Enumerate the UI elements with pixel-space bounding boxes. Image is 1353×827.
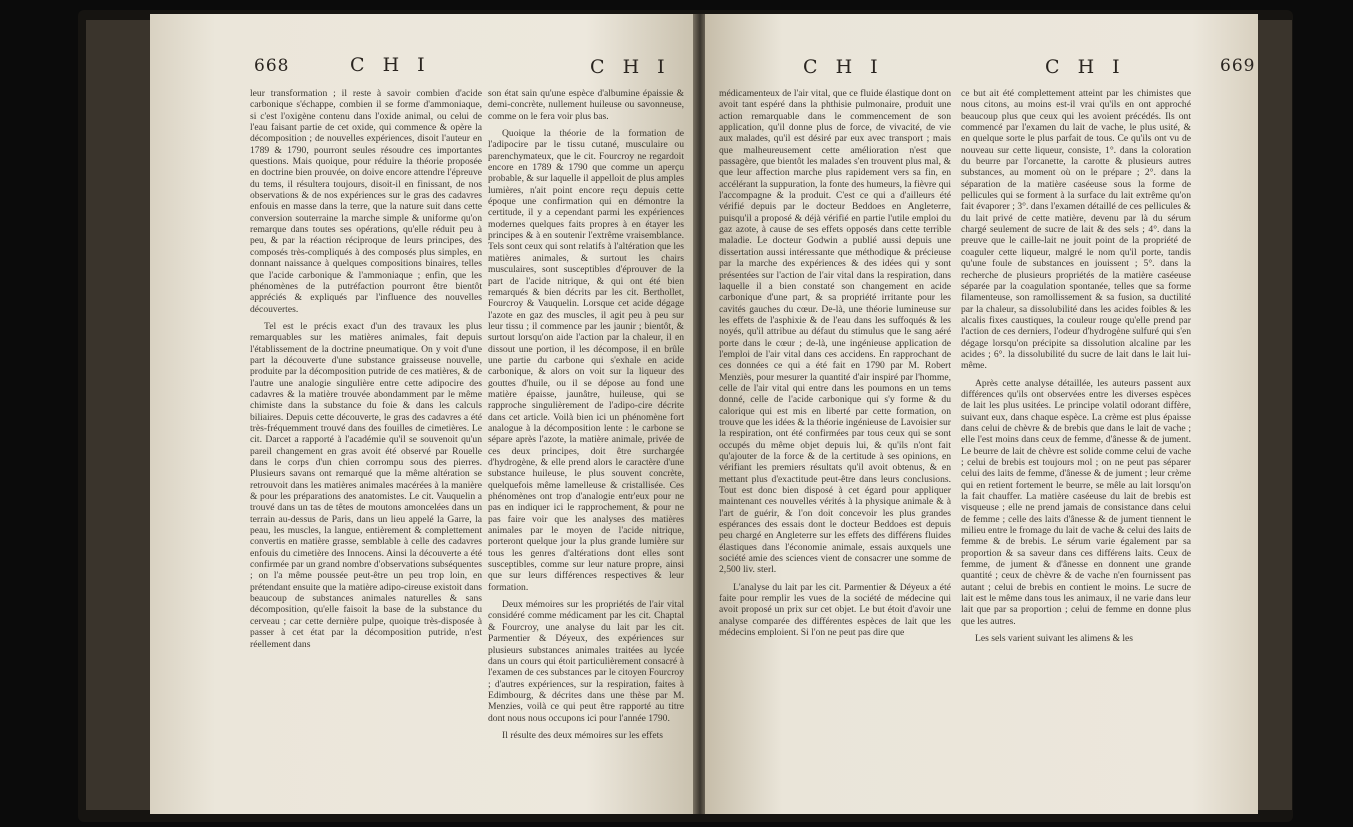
running-head: C H I bbox=[350, 54, 431, 76]
paragraph: Quoique la théorie de la formation de l'adipocire par le tissu cutané, musculaire ou parenchymateux, que le cit. Fourcroy ne regardoit encore en 1789 & 1790 que comme un aperçu probable, & sur laquelle il appelloit de plus amples lumières, n'ait point encore reçu depuis cette époque une confirmation qui en démontre la certitude, il y a cependant parmi les expériences modernes quelques faits propres à en étayer les principes & à en soutenir l'extrême vraisemblance. Tels sont ceux qui sont relatifs à l'altération que les matières animales, & surtout les chairs musculaires, sont susceptibles d'éprouver de la part de l'acide nitrique, & qui ont été bien remarqués & bien décrits par les cit. Berthollet, Fourcroy & Vauquelin. Lorsque cet acide dégage l'azote en gaz des muscles, il agit peu à peu sur leur tissu ; il commence par les jaunir ; bientôt, & surtout lorsqu'on aide l'action par la chaleur, il en dissout une portion, il les décompose, il en brûle une partie du carbone qui s'exhale en acide carbonique, & alors on voit sur la liqueur des gouttes d'huile, ou il se dépose au fond une matière épaisse, jaunâtre, huileuse, qui se rapproche singulièrement de l'adipo-cire décrite dans cet article. Voilà bien ici un phénomène fort analogue à la décomposition lente : le carbone se sépare après l'azote, la matière animale, privée de ces deux principes, doit être surchargée d'hydrogène, & elle prend alors le caractère d'une substance huileuse, le plus souvent concrète, quelquefois même lamelleuse & cristallisée. Ces phénomènes ont trop d'analogie entr'eux pour ne pas en indiquer ici le rapprochement, & pour ne pas faire voir que les analyses des matières animales par le moyen de l'acide nitrique, porteront quelque jour la plus grande lumière sur tous les genres d'altérations dont elles sont susceptibles, comme sur leur nature propre, ainsi que sur leurs différences respectives & leur formation. bbox=[488, 128, 684, 593]
paragraph: Les sels varient suivant les alimens & les bbox=[975, 633, 1133, 645]
left-page-header bbox=[150, 54, 695, 80]
right-page bbox=[705, 14, 1258, 814]
text-column-1 bbox=[250, 88, 482, 803]
page-number: 669 bbox=[1220, 56, 1256, 76]
paragraph: Après cette analyse détaillée, les auteurs passent aux différences qu'ils ont observées entre les diverses espèces de lait les plus usitées. Le principe volatil odorant diffère, suivant eux, dans chaque espèce. La crème est plus épaisse dans celui de chèvre & de brebis que dans le lait de vache ; elle l'est moins dans ceux de femme, d'ânesse & de jument. Le beurre de lait de chèvre est solide comme celui de vache ; celui de brebis est toujours mol ; on ne peut pas séparer celui des laits de femme, d'ânesse & de jument ; leur crème qui en retient fortement le beurre, se mêle au lait lorsqu'on la fait chauffer. La matière caséeuse du lait de brebis est visqueuse ; elle ne prend jamais de consistance dans celui de femme ; celle des laits d'ânesse & de jument tiennent le milieu entre le fromage du lait de vache & celui des laits de femme & de brebis. Le sérum varie également par sa proportion & sa saveur dans ces différens laits. Ceux de femme, de jument & d'ânesse en donnent une grande quantité ; ceux de chèvre & de vache n'en fournissent pas autant ; celui de brebis en contient le moins. Le sucre de lait est le même dans tous les animaux, il ne varie dans leur lait que par sa proportion ; celui de femme en donne plus que les autres. bbox=[961, 377, 1191, 627]
right-page-header bbox=[705, 54, 1258, 80]
running-head: C H I bbox=[1045, 56, 1126, 78]
running-head: C H I bbox=[590, 56, 671, 78]
paragraph: son état sain qu'une espèce d'albumine épaissie & demi-concrète, nullement huileuse ou savonneuse, comme on le fera voir plus bas. bbox=[488, 88, 684, 122]
text-column-2 bbox=[488, 88, 684, 803]
text-column-2 bbox=[961, 88, 1191, 803]
page-number: 668 bbox=[254, 56, 290, 76]
paragraph: leur transformation ; il reste à savoir combien d'acide carbonique s'échappe, combien il se forme d'ammoniaque, si c'est l'oxigène contenu dans l'oxide animal, ou celui de l'eau faisant partie de cet oxide, qui commence & opère la décomposition ; de nouvelles expériences, disoit l'auteur en 1789 & 1790, pourront seules résoudre ces importantes questions. Mais quoique, pour réduire la théorie proposée en doctrine bien prouvée, on doive encore attendre l'épreuve du tems, il résultera toujours, disoit-il en finissant, de nos observations & de nos expériences sur le gras des cadavres enfouis en masse dans la terre, que la nature suit dans cette conversion souterraine la marche simple & uniforme qu'on remarque dans toutes ses opérations, qu'elle réduit peu à peu, & par la réaction réciproque de leurs principes, des composés très-compliqués à des composés plus simples, en donnant naissance à quelques compositions binaires, telles que l'acide carbonique & l'ammoniaque ; enfin, que les phénomènes de la putréfaction pourront être bientôt appréciés & expliqués par l'influence des nouvelles découvertes. bbox=[250, 88, 482, 315]
page-edges-left bbox=[86, 20, 150, 810]
paragraph: médicamenteux de l'air vital, que ce fluide élastique dont on avoit tant espéré dans la phthisie pulmonaire, produit une action remarquable dans le commencement de son application, qu'il donne plus de force, de vivacité, de vie aux malades, qu'il est désiré par eux avec transport ; mais que malheureusement cette amélioration n'est que passagère, que bientôt les malades s'en trouvent plus mal, & que leur affection marche plus rapidement vers sa fin, en accélérant la suppuration, la fonte des humeurs, la fièvre qui l'accompagne & la produit. C'est ce qui a d'ailleurs été vérifié depuis par le docteur Beddoes en Angleterre, puisqu'il a proposé & déjà vérifié en partie l'utile emploi du gaz azote, à cause de ses effets opposés dans cette terrible maladie. Le docteur Godwin a publié aussi depuis une dissertation aussi intéressante que méthodique & précieuse par la marche des expériences & des idées qui y sont présentées sur l'action de l'air vital dans la respiration, dans laquelle il a bien constaté son changement en acide carbonique d'une part, & sa propriété irritante pour les cavités gauches du cœur. De-là, une théorie lumineuse sur les effets de l'asphixie & de l'eau dans les suffoqués & les noyés, qu'il attribue au défaut du stimulus que le sang aéré porte dans le cœur ; de-là, une ingénieuse application de l'emploi de l'air vital dans ces accidens. En rapprochant de ces données ce qui a été fait en 1790 par M. Robert Menziès, pour mesurer la quantité d'air inspiré par l'homme, celle de l'air vital qui entre dans les poumons en un tems donné, celle de l'acide carbonique qui s'y forme & du calorique qui est mis en liberté par cette formation, on trouve que les idées & la théorie ingénieuse de Lavoisier sur la respiration, ont été confirmées par tous ceux qui se sont occupés du même objet depuis lui, & qu'ils n'ont fait qu'ajouter de la force & de la certitude à ses opinions, en vérifiant les premiers résultats qu'il avoit obtenus, & en mettant plus d'exactitude peut-être dans leurs conclusions. Tout est donc bien disposé à cet égard pour appliquer maintenant ces nouvelles vérités à la physique animale & à l'art de guérir, & l'on doit concevoir les plus grandes espérances des essais dont le docteur Beddoes est depuis peu chargé en Angleterre sur les effets des différens fluides élastiques dans l'économie animale, essais auxquels une société amie des sciences vient de consacrer une somme de 2,500 liv. sterl. bbox=[719, 88, 951, 576]
page-edges-right bbox=[1258, 20, 1292, 810]
paragraph: ce but ait été complettement atteint par les chimistes que nous citons, au moins est-il vrai qu'ils en ont approché beaucoup plus que ceux qui les avoient précédés. Ils ont commencé par l'examen du lait de vache, le plus usité, & en quelque sorte le plus parfait de tous. Ce qu'ils ont vu de nouveau sur cette liqueur, consiste, 1°. dans la coloration du beurre par l'orcanette, la carotte & plusieurs autres substances, au moment où on le prépare ; 2°. dans la séparation de la matière caséeuse sous la forme de pellicules qui se forment à la surface du lait extrême qu'on fait évaporer ; 3°. dans l'examen détaillé de ces pellicules & du lait privé de cette matière, devenu par là du sérum chargé seulement de sucre de lait & des sels ; 4°. dans la preuve que le caille-lait ne jouit point de la propriété de coaguler cette liqueur, malgré le nom qu'il porte, tandis qu'une foule de substances en jouissent ; 5°. dans la recherche de plusieurs propriétés de la matière caséeuse séparée par la coagulation spontanée, telles que sa forme filamenteuse, son ramollissement & sa fusion, sa ductilité par la chaleur, sa dissolubilité dans les acides foibles & les alcalis fixes caustiques, la couleur rouge qu'elle prend par l'action de ces derniers, l'odeur d'hydrogène sulfuré qui s'en dégage lorsqu'on précipite sa dissolution alcaline par les acides ; 6°. la dissolubilité du sucre de lait dans le lait lui-même. bbox=[961, 88, 1191, 372]
paragraph: Deux mémoires sur les propriétés de l'air vital considéré comme médicament par les cit. Chaptal & Fourcroy, une analyse du lait par les cit. Parmentier & Déyeux, des expériences sur plusieurs substances animales traitées au lycée dans un cours qui étoit particulièrement consacré à l'examen de ces substances par le citoyen Fourcroy ; d'autres expériences, sur la respiration, faites à Edimbourg, & décrites dans une thèse par M. Menzies, voilà ce qui peut être rapporté au titre dont nous nous occupons ici pour l'année 1790. bbox=[488, 599, 684, 724]
text-column-1 bbox=[719, 88, 951, 803]
paragraph: Il résulte des deux mémoires sur les effets bbox=[502, 729, 664, 741]
paragraph: L'analyse du lait par les cit. Parmentier & Déyeux a été faite pour remplir les vues de la société de médecine qui avoit proposé un prix sur cet objet. Le but étoit d'avoir une analyse comparée des différentes espèces de lait que les médecins emploient. Si l'on ne peut pas dire que bbox=[719, 581, 951, 639]
running-head: C H I bbox=[803, 56, 884, 78]
paragraph: Tel est le précis exact d'un des travaux les plus remarquables sur les matières animales, fait depuis l'établissement de la doctrine pneumatique. On y voit d'une part la découverte d'une substance graisseuse nouvelle, produite par la décomposition putride de ces matières, & de l'autre une analogie singulière entre cette adipocire des cadavres & la matière trouvée abondamment par le même chimiste dans la substance du foie & dans les calculs biliaires. Depuis cette découverte, le gras des cadavres a été très-fréquemment trouvé dans des fouilles de cimetières. Le cit. Darcet a rapporté à l'académie qu'il se souvenoit qu'un pareil changement en gras avoit été observé par Rouelle dans le corps d'un chien corrompu sous des pierres. Plusieurs savans ont remarqué que la même altération se retrouvoit dans les matières animales macérées à la manière & pour les préparations des anatomistes. Le cit. Vauquelin a trouvé dans un tas de têtes de moutons amoncelées dans un terrain au-dessus de Paris, dans un lieu appelé la Garre, la peau, les muscles, la langue, entièrement & complettement convertis en matière grasse, semblable à celle des cadavres enfouis du cimetière des Innocens. Ainsi la découverte a été confirmée par un grand nombre d'observations subséquentes ; on l'a même poussée peut-être un peu trop loin, en prétendant ensuite que la matière adipo-cireuse existoit dans beaucoup de substances animales naturelles & sans décomposition, qu'elle faisoit la base de la substance du cerveau ; car cette dernière pulpe, quoique très-disposée à passer à cet état par la décomposition putride, n'est réellement dans bbox=[250, 320, 482, 650]
left-page bbox=[150, 14, 695, 814]
